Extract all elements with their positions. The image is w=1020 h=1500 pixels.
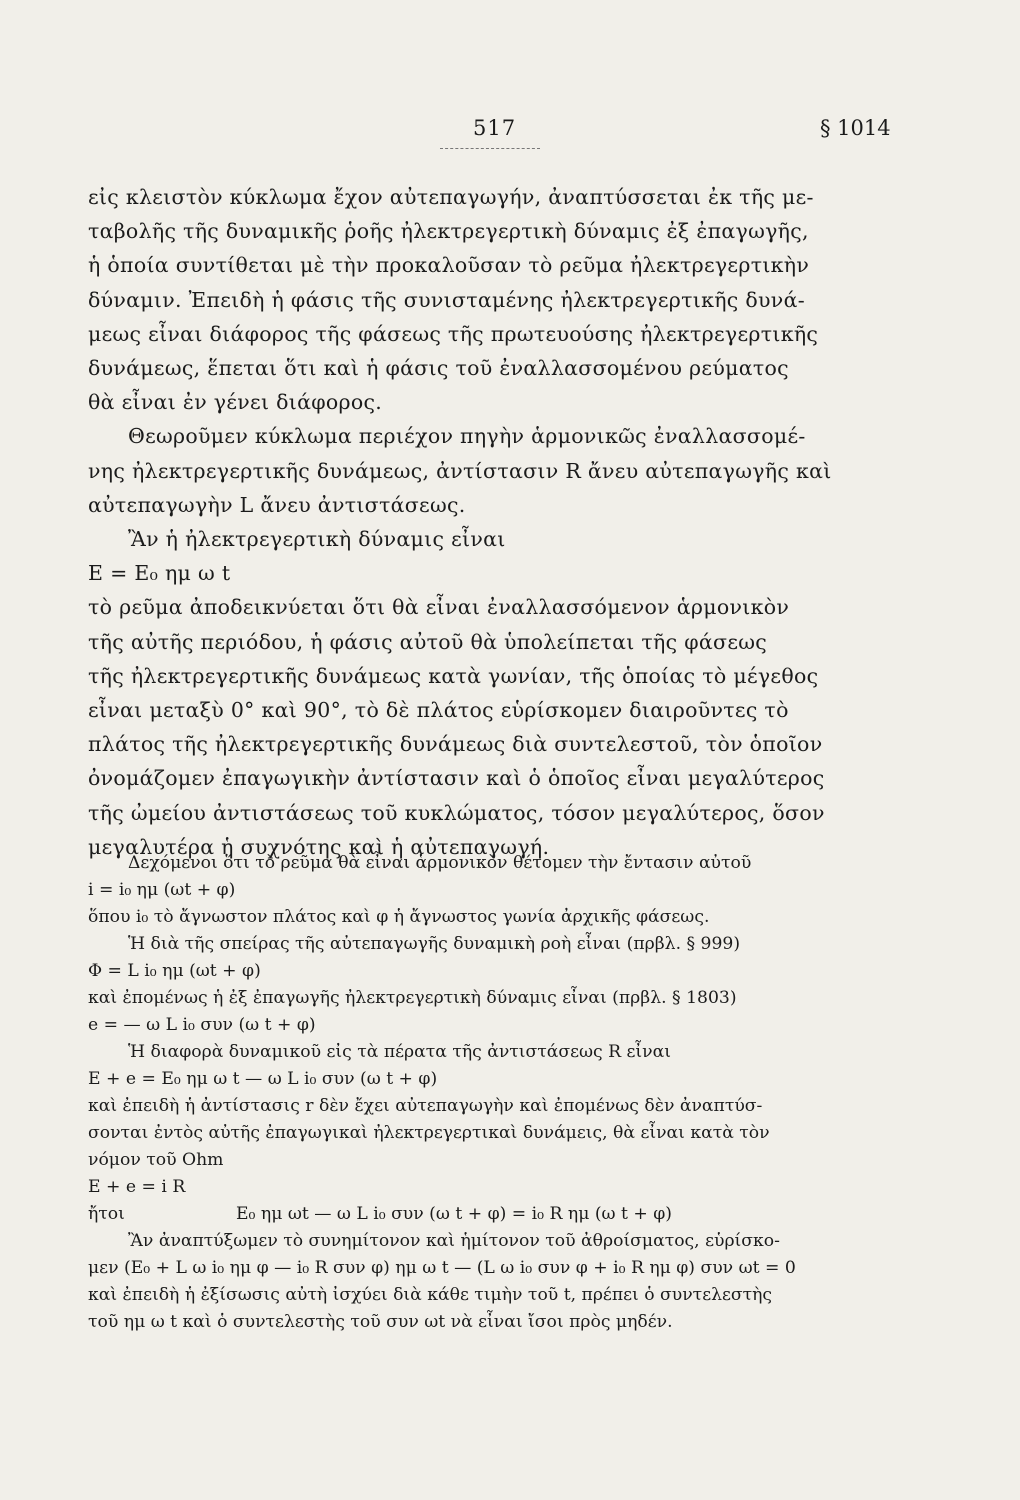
text-line: εἶναι μεταξὺ 0° καὶ 90°, τὸ δὲ πλάτος εὑρίσκομεν διαιροῦντες τὸ: [88, 698, 789, 723]
small-paragraph: ὅπου i₀ τὸ ἄγνωστον πλάτος καὶ φ ἡ ἄγνωστος γωνία ἀρχικῆς φάσεως.: [88, 907, 710, 927]
text-line: νόμον τοῦ Ohm: [88, 1150, 224, 1170]
equation-label: ἤτοι: [88, 1204, 125, 1224]
text-line: Ἂν ἡ ἠλεκτρεγερτικὴ δύναμις εἶναι: [128, 527, 506, 552]
text-line: θὰ εἶναι ἐν γένει διάφορος.: [88, 390, 383, 415]
text-line: τῆς ὠμείου ἀντιστάσεως τοῦ κυκλώματος, τόσον μεγαλύτερος, ὅσον: [88, 800, 825, 825]
text-line: ἡ ὁποία συντίθεται μὲ τὴν προκαλοῦσαν τὸ ρεῦμα ἠλεκτρεγερτικὴν: [88, 253, 810, 278]
paragraph-4: [88, 590, 868, 864]
small-paragraph: καὶ ἐπομένως ἡ ἐξ ἐπαγωγῆς ἠλεκτρεγερτικὴ δύναμις εἶναι (πρβλ. § 1803): [88, 988, 737, 1008]
paragraph-2: [88, 419, 868, 522]
text-line: μεως εἶναι διάφορος τῆς φάσεως τῆς πρωτευούσης ἠλεκτρεγερτικῆς: [88, 321, 819, 346]
small-paragraph: [88, 1093, 868, 1174]
text-line: τὸ ρεῦμα ἀποδεικνύεται ὅτι θὰ εἶναι ἐναλλασσόμενον ἁρμονικὸν: [88, 595, 790, 620]
section-number: § 1014: [820, 116, 891, 140]
small-paragraph: Ἡ διὰ τῆς σπείρας τῆς αὐτεπαγωγῆς δυναμικὴ ροὴ εἶναι (πρβλ. § 999): [128, 934, 741, 954]
text-line: πλάτος τῆς ἠλεκτρεγερτικῆς δυνάμεως διὰ συντελεστοῦ, τὸν ὁποῖον: [88, 732, 823, 757]
page-number: 517: [473, 116, 517, 140]
small-text: [88, 850, 868, 1336]
text-line: εἰς κλειστὸν κύκλωμα ἔχον αὐτεπαγωγήν, ἀναπτύσσεται ἐκ τῆς με-: [88, 185, 814, 209]
text-line: τοῦ ημ ω t καὶ ὁ συντελεστὴς τοῦ συν ωt νὰ εἶναι ἴσοι πρὸς μηδέν.: [88, 1312, 673, 1332]
text-line: ταβολῆς τῆς δυναμικῆς ῥοῆς ἠλεκτρεγερτικὴ δύναμις ἐξ ἐπαγωγῆς,: [88, 219, 809, 244]
text-line: τῆς αὐτῆς περιόδου, ἡ φάσις αὐτοῦ θὰ ὑπολείπεται τῆς φάσεως: [88, 629, 768, 654]
small-paragraph: Ἡ διαφορὰ δυναμικοῦ εἰς τὰ πέρατα τῆς ἀντιστάσεως R εἶναι: [128, 1042, 671, 1062]
text-line: Ἂν ἀναπτύξωμεν τὸ συνημίτονον καὶ ἡμίτονον τοῦ ἀθροίσματος, εὑρίσκο-: [128, 1231, 780, 1251]
text-line: τῆς ἠλεκτρεγερτικῆς δυνάμεως κατὰ γωνίαν, τῆς ὁποίας τὸ μέγεθος: [88, 663, 819, 688]
text-line: δύναμιν. Ἐπειδὴ ἡ φάσις τῆς συνισταμένης ἠλεκτρεγερτικῆς δυνά-: [88, 287, 805, 312]
equation-current: i = i₀ ημ (ωt + φ): [88, 880, 236, 900]
text-line: νης ἠλεκτρεγερτικῆς δυνάμεως, ἀντίστασιν R ἄνευ αὐτεπαγωγῆς καὶ: [88, 458, 832, 483]
text-line: μεν (E₀ + L ω i₀ ημ φ — i₀ R συν φ) ημ ω t — (L ω i₀ συν φ + i₀ R ημ φ) συν ωt = 0: [88, 1258, 796, 1278]
paragraph-3: [88, 522, 868, 556]
equation-flux: Φ = L i₀ ημ (ωt + φ): [88, 961, 261, 981]
text-line: αὐτεπαγωγὴν L ἄνευ ἀντιστάσεως.: [88, 492, 466, 517]
text-line: δυνάμεως, ἕπεται ὅτι καὶ ἡ φάσις τοῦ ἐναλλασσομένου ρεύματος: [88, 356, 789, 381]
equation-potential-difference: E + e = E₀ ημ ω t — ω L i₀ συν (ω t + φ): [88, 1069, 438, 1089]
paragraph-1: [88, 180, 868, 419]
equation-ohm: E + e = i R: [88, 1177, 186, 1197]
text-line: μεγαλυτέρα ἡ συχνότης καὶ ἡ αὐτεπαγωγή.: [88, 834, 550, 859]
small-paragraph: Δεχόμενοι ὅτι τὸ ρεῦμα θὰ εἶναι ἁρμονικὸν θέτομεν τὴν ἔντασιν αὐτοῦ: [128, 853, 752, 873]
small-paragraph: [88, 1228, 868, 1336]
page-header: [0, 116, 1020, 150]
main-text: [88, 180, 868, 864]
text-line: σονται ἐντὸς αὐτῆς ἐπαγωγικαὶ ἠλεκτρεγερτικαὶ δυνάμεις, θὰ εἶναι κατὰ τὸν: [88, 1123, 770, 1143]
page-number-rule: [440, 148, 540, 149]
equation-emf: E = E₀ ημ ω t: [88, 561, 231, 586]
equation-expanded: E₀ ημ ωt — ω L i₀ συν (ω t + φ) = i₀ R ημ (ω t + φ): [236, 1204, 672, 1224]
equation-induced-emf: e = — ω L i₀ συν (ω t + φ): [88, 1015, 316, 1035]
text-line: καὶ ἐπειδὴ ἡ ἐξίσωσις αὐτὴ ἰσχύει διὰ κάθε τιμὴν τοῦ t, πρέπει ὁ συντελεστὴς: [88, 1285, 773, 1305]
text-line: καὶ ἐπειδὴ ἡ ἀντίστασις r δὲν ἔχει αὐτεπαγωγὴν καὶ ἐπομένως δὲν ἀναπτύσ-: [88, 1096, 763, 1116]
equation-expanded-row: [88, 1201, 868, 1228]
text-line: Θεωροῦμεν κύκλωμα περιέχον πηγὴν ἁρμονικῶς ἐναλλασσομέ-: [128, 424, 806, 449]
text-line: ὀνομάζομεν ἐπαγωγικὴν ἀντίστασιν καὶ ὁ ὁποῖος εἶναι μεγαλύτερος: [88, 766, 825, 791]
